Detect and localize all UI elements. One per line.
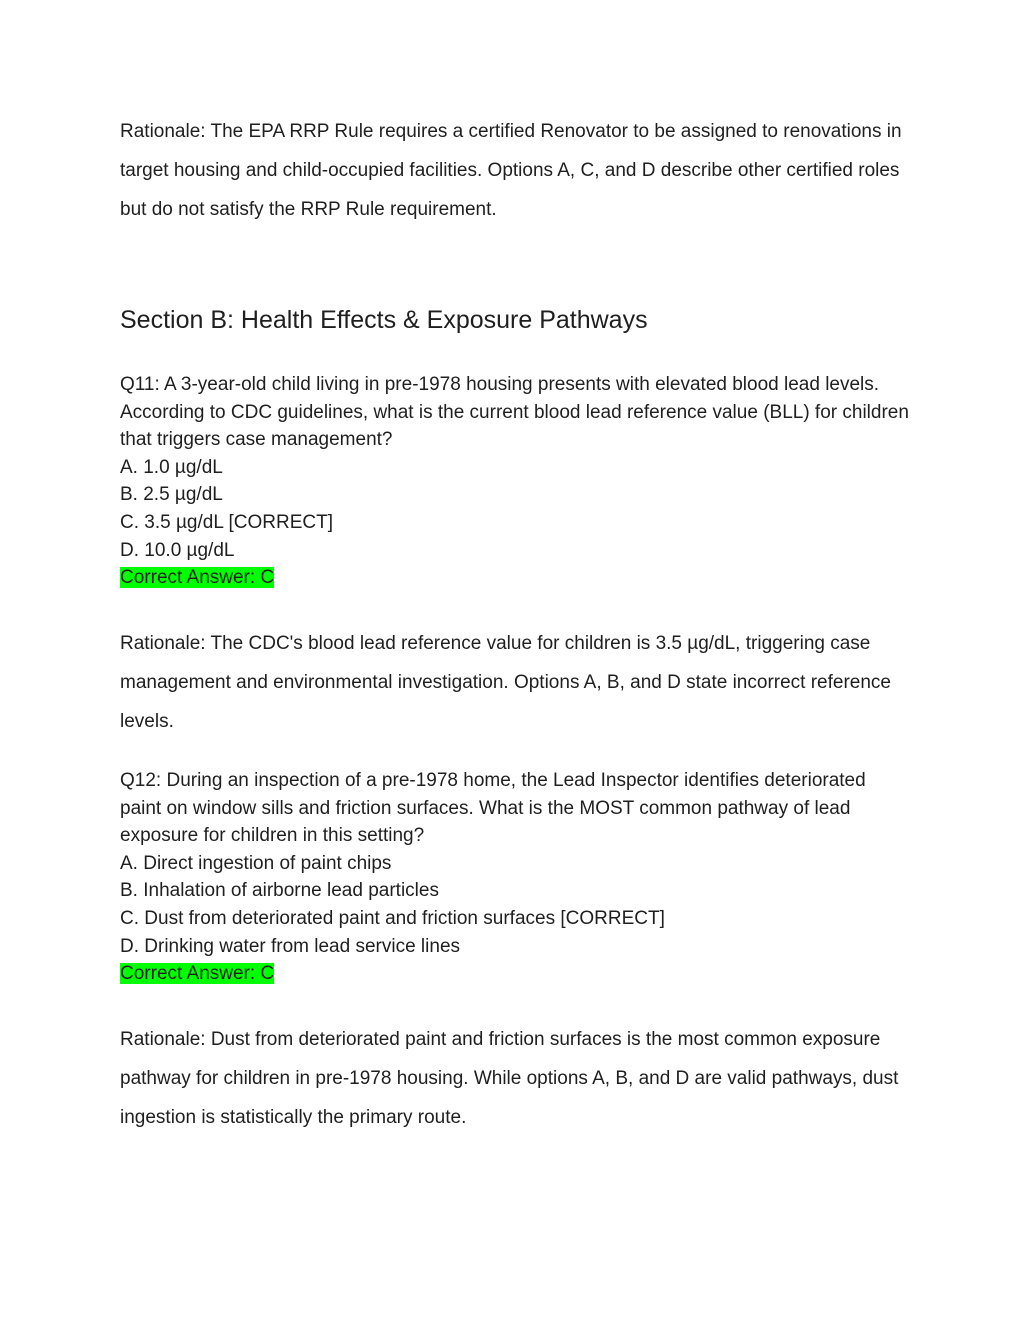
rationale-paragraph: Rationale: The EPA RRP Rule requires a certified Renovator to be assigned to renovations in target housing and child-occupied facilities. Options A, C, and D describe other certified roles but do not satisfy the RRP Rule requirement. bbox=[120, 121, 902, 220]
question-block-q11 bbox=[120, 371, 910, 592]
rationale-paragraph: Rationale: The CDC's blood lead reference value for children is 3.5 µg/dL, triggering case management and environmental investigation. Options A, B, and D state incorrect reference levels. bbox=[120, 633, 891, 732]
section-heading: Section B: Health Effects & Exposure Pathways bbox=[120, 306, 648, 334]
answer-option-c: C. 3.5 µg/dL [CORRECT] bbox=[120, 511, 333, 533]
answer-option-b: B. Inhalation of airborne lead particles bbox=[120, 880, 439, 902]
answer-option-a: A. Direct ingestion of paint chips bbox=[120, 852, 392, 874]
question-text: Q11: A 3-year-old child living in pre-1978 housing presents with elevated blood lead levels. According to CDC guidelines, what is the current blood lead reference value (BLL) for children that triggers case management? bbox=[120, 374, 909, 451]
correct-answer-highlight: Correct Answer: C bbox=[120, 567, 275, 589]
answer-option-b: B. 2.5 µg/dL bbox=[120, 484, 223, 506]
answer-option-a: A. 1.0 µg/dL bbox=[120, 456, 223, 478]
question-block-q12 bbox=[120, 767, 910, 988]
rationale-paragraph: Rationale: Dust from deteriorated paint and friction surfaces is the most common exposure pathway for children in pre-1978 housing. While options A, B, and D are valid pathways, dust ingestion is statistically the primary route. bbox=[120, 1029, 899, 1128]
answer-option-d: D. Drinking water from lead service lines bbox=[120, 935, 461, 957]
answer-option-c: C. Dust from deteriorated paint and friction surfaces [CORRECT] bbox=[120, 907, 665, 929]
answer-option-d: D. 10.0 µg/dL bbox=[120, 539, 235, 561]
correct-answer-highlight: Correct Answer: C bbox=[120, 963, 275, 985]
question-text: Q12: During an inspection of a pre-1978 home, the Lead Inspector identifies deteriorated paint on window sills and friction surfaces. What is the MOST common pathway of lead exposure for children in this setting? bbox=[120, 770, 866, 847]
